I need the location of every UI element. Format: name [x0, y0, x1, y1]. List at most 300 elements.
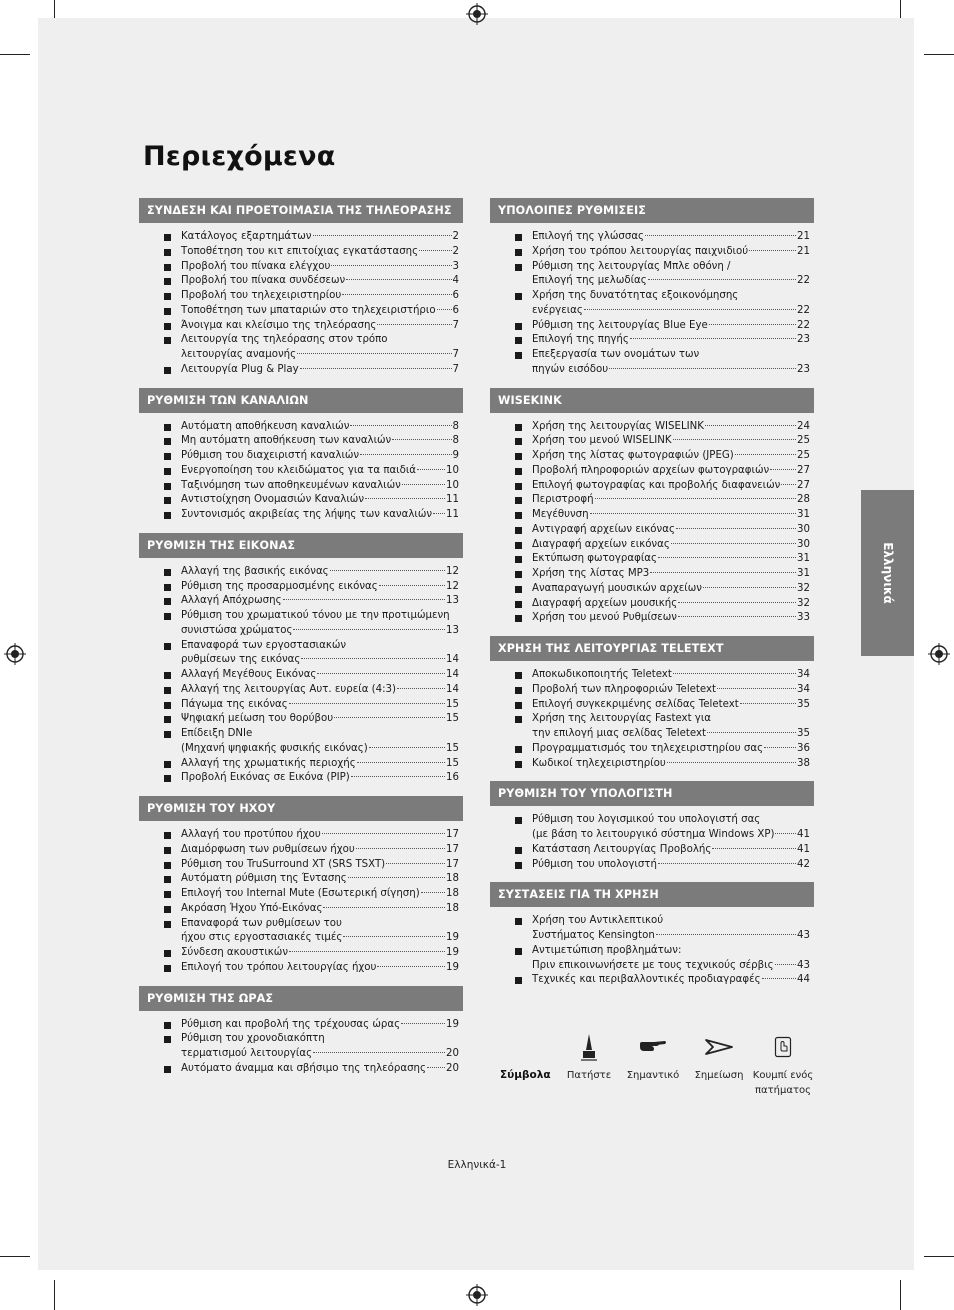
- crop-mark: [924, 1256, 954, 1257]
- dot-leader: [289, 951, 445, 952]
- toc-entry-text: Προβολή Εικόνας σε Εικόνα (PIP): [181, 772, 350, 784]
- toc-entry[interactable]: [139, 961, 463, 976]
- toc-entry-text: Διαγραφή αρχείων μουσικής: [532, 597, 678, 609]
- toc-entry[interactable]: [490, 757, 814, 772]
- dot-leader: [421, 892, 445, 893]
- dot-leader: [369, 747, 445, 748]
- toc-entry-text: ήχου στις εργοστασιακές τιμές: [181, 932, 343, 944]
- bullet-square-icon: [164, 264, 171, 271]
- toc-page-number: 44: [797, 974, 810, 986]
- toc-entry-text: Χρήση της λίστας φωτογραφιών (JPEG): [532, 450, 734, 461]
- dot-leader: [437, 309, 452, 310]
- symbol-one-touch-label-line1: Κουμπί ενός: [752, 1070, 814, 1081]
- bullet-square-icon: [164, 323, 171, 330]
- bullet-square-icon: [515, 977, 522, 984]
- bullet-square-icon: [164, 293, 171, 300]
- toc-entry[interactable]: [490, 289, 814, 319]
- toc-entry[interactable]: [490, 449, 814, 464]
- dot-leader: [357, 762, 445, 763]
- toc-entry[interactable]: [490, 858, 814, 873]
- toc-entry[interactable]: [139, 683, 463, 698]
- dot-leader: [365, 498, 445, 499]
- bullet-square-icon: [164, 584, 171, 591]
- toc-entry[interactable]: [139, 1032, 463, 1062]
- bullet-square-icon: [164, 832, 171, 839]
- toc-entry[interactable]: [490, 567, 814, 582]
- toc-entry[interactable]: [139, 594, 463, 609]
- toc-entry[interactable]: [490, 552, 814, 567]
- dot-leader: [377, 966, 445, 967]
- section-heading: ΡΥΘΜΙΣΗ ΤΩΝ ΚΑΝΑΛΙΩΝ: [139, 388, 463, 413]
- dot-leader: [764, 747, 796, 748]
- toc-entry[interactable]: [139, 464, 463, 479]
- toc-entry[interactable]: [139, 363, 463, 378]
- section-heading: ΡΥΘΜΙΣΗ ΤΟΥ ΥΠΟΛΟΓΙΣΤΗ: [490, 781, 814, 806]
- toc-page-number: 9: [452, 450, 459, 461]
- toc-entry-text: Προβολή του πίνακα συνδέσεων: [181, 275, 346, 287]
- bullet-square-icon: [164, 468, 171, 475]
- dot-leader: [717, 688, 796, 689]
- toc-entry[interactable]: [139, 333, 463, 363]
- toc-entry-text: συνιστώσα χρώματος: [181, 624, 293, 636]
- bullet-square-icon: [515, 542, 522, 549]
- section-items: [139, 413, 463, 533]
- dot-leader: [351, 776, 445, 777]
- toc-entry-text: πηγών εισόδου: [532, 363, 609, 375]
- toc-column-left: [139, 198, 463, 1087]
- toc-entry-text: Αντιστοίχηση Ονομασιών Καναλιών: [181, 494, 365, 506]
- toc-entry[interactable]: [139, 493, 463, 508]
- toc-page-number: 2: [452, 231, 459, 242]
- toc-entry[interactable]: [490, 230, 814, 245]
- bullet-square-icon: [515, 761, 522, 768]
- toc-entry[interactable]: [490, 523, 814, 538]
- toc-page-number: 4: [452, 275, 459, 287]
- symbol-important: [622, 1030, 684, 1100]
- bullet-square-icon: [164, 891, 171, 898]
- bullet-square-icon: [164, 775, 171, 782]
- toc-section: [490, 198, 814, 388]
- one-touch-button-icon: [774, 1036, 792, 1058]
- symbol-important-label: Σημαντικό: [626, 1070, 680, 1081]
- toc-entry-text: Επιλογή του τρόπου λειτουργίας ήχου: [181, 961, 377, 973]
- dot-leader: [678, 602, 796, 603]
- bullet-square-icon: [515, 293, 522, 300]
- toc-entry[interactable]: [139, 1062, 463, 1077]
- toc-entry-text: Επιλογή της πηγής: [532, 334, 629, 346]
- toc-page-number: 31: [797, 509, 810, 520]
- dot-leader: [433, 513, 445, 514]
- toc-entry[interactable]: [139, 434, 463, 449]
- toc-entry[interactable]: [139, 757, 463, 772]
- bullet-square-icon: [515, 249, 522, 256]
- toc-entry[interactable]: [490, 319, 814, 334]
- toc-entry-text: ρυθμίσεων της εικόνας: [181, 654, 301, 666]
- dot-leader: [595, 498, 796, 499]
- toc-entry-text: Μη αυτόματη αποθήκευση των καναλιών: [181, 435, 392, 447]
- bullet-square-icon: [515, 556, 522, 563]
- toc-entry[interactable]: [139, 771, 463, 786]
- toc-entry[interactable]: [139, 260, 463, 275]
- toc-entry[interactable]: [139, 843, 463, 858]
- toc-entry[interactable]: [490, 333, 814, 348]
- toc-entry[interactable]: [139, 508, 463, 523]
- toc-page-number: 28: [797, 494, 810, 506]
- section-items: [490, 413, 814, 637]
- section-items: [139, 558, 463, 796]
- registration-mark-icon: [466, 1284, 488, 1306]
- crop-mark: [924, 54, 954, 55]
- toc-entry[interactable]: [139, 639, 463, 669]
- bullet-square-icon: [164, 598, 171, 605]
- toc-page-number: 8: [452, 435, 459, 447]
- toc-entry[interactable]: [139, 698, 463, 713]
- toc-page-number: 34: [797, 683, 810, 695]
- toc-entry[interactable]: [490, 914, 814, 944]
- toc-entry[interactable]: [490, 742, 814, 757]
- toc-entry-text: Αναπαραγωγή μουσικών αρχείων: [532, 582, 702, 594]
- toc-entry[interactable]: [139, 319, 463, 334]
- toc-entry-text: Αλλαγή Μεγέθους Εικόνας: [181, 669, 317, 680]
- dot-leader: [775, 833, 796, 834]
- toc-entry[interactable]: [139, 872, 463, 887]
- toc-entry[interactable]: [139, 1018, 463, 1033]
- toc-page-number: 12: [446, 580, 459, 592]
- dot-leader: [775, 964, 796, 965]
- toc-page-number: 17: [446, 858, 459, 870]
- toc-entry[interactable]: [490, 348, 814, 378]
- section-heading: WISEKINK: [490, 388, 814, 413]
- bullet-square-icon: [164, 687, 171, 694]
- dot-leader: [609, 368, 796, 369]
- toc-entry[interactable]: [139, 727, 463, 757]
- bullet-square-icon: [515, 497, 522, 504]
- toc-page-number: 30: [797, 538, 810, 550]
- bullet-square-icon: [164, 483, 171, 490]
- toc-page-number: 13: [446, 595, 459, 607]
- toc-entry-text: Τοποθέτηση του κιτ επιτοίχιας εγκατάστασης: [181, 245, 419, 257]
- toc-section: [490, 388, 814, 637]
- toc-page-number: 19: [446, 961, 459, 973]
- toc-page-number: 20: [446, 1048, 459, 1059]
- toc-entry-text: Διαμόρφωση των ρυθμίσεων ήχου: [181, 843, 355, 855]
- bullet-square-icon: [515, 847, 522, 854]
- toc-entry[interactable]: [490, 944, 814, 974]
- dot-leader: [322, 833, 445, 834]
- toc-page-number: 14: [446, 669, 459, 680]
- section-heading: ΧΡΗΣΗ ΤΗΣ ΛΕΙΤΟΥΡΓΙΑΣ TELETEXT: [490, 636, 814, 661]
- toc-entry-text: Ακρόαση Ήχου Υπό-Εικόνας: [181, 902, 323, 914]
- bullet-square-icon: [164, 569, 171, 576]
- language-tab: [861, 490, 914, 656]
- bullet-square-icon: [515, 702, 522, 709]
- toc-entry[interactable]: [490, 813, 814, 843]
- toc-entry-text: Χρήση του Αντικλεπτικού: [532, 915, 664, 927]
- toc-page-number: 30: [797, 523, 810, 535]
- toc-section: [139, 986, 463, 1087]
- dot-leader: [749, 250, 796, 251]
- dot-leader: [419, 250, 451, 251]
- toc-page-number: 6: [452, 290, 459, 301]
- dot-leader: [342, 294, 451, 295]
- toc-page-number: 14: [446, 654, 459, 666]
- section-heading: ΡΥΘΜΙΣΗ ΤΗΣ ΩΡΑΣ: [139, 986, 463, 1011]
- bullet-square-icon: [164, 234, 171, 241]
- toc-page-number: 41: [797, 829, 810, 840]
- toc-entry-text: Μεγέθυνση: [532, 509, 589, 520]
- toc-entry[interactable]: [490, 260, 814, 290]
- bullet-square-icon: [515, 817, 522, 824]
- toc-entry-text: Προβολή πληροφοριών αρχείων φωτογραφιών: [532, 464, 770, 476]
- toc-entry-text: Αντιγραφή αρχείων εικόνας: [532, 523, 675, 535]
- registration-mark-icon: [928, 643, 950, 665]
- toc-column-right: [490, 198, 814, 998]
- toc-page-number: 13: [446, 624, 459, 636]
- bullet-square-icon: [515, 948, 522, 955]
- toc-entry[interactable]: [139, 858, 463, 873]
- bullet-square-icon: [515, 746, 522, 753]
- toc-entry-text: Ενεργοποίηση του κλειδώματος για τα παιδιά: [181, 464, 417, 476]
- toc-entry-text: τερματισμού λειτουργίας: [181, 1048, 313, 1059]
- toc-entry[interactable]: [490, 245, 814, 260]
- toc-entry-text: Ρύθμιση του διαχειριστή καναλιών: [181, 450, 360, 461]
- toc-page-number: 6: [452, 304, 459, 316]
- toc-entry[interactable]: [139, 580, 463, 595]
- toc-entry[interactable]: [139, 668, 463, 683]
- section-items: [139, 223, 463, 388]
- toc-page-number: 32: [797, 582, 810, 594]
- toc-entry-text: Αυτόματη ρύθμιση της Έντασης: [181, 873, 347, 885]
- section-heading: ΣΥΝΔΕΣΗ ΚΑΙ ΠΡΟΕΤΟΙΜΑΣΙΑ ΤΗΣ ΤΗΛΕΟΡΑΣΗΣ: [139, 198, 463, 223]
- toc-entry-text: Ρύθμιση του υπολογιστή: [532, 858, 657, 870]
- toc-entry[interactable]: [139, 917, 463, 947]
- bullet-square-icon: [164, 950, 171, 957]
- toc-section: [139, 796, 463, 986]
- dot-leader: [397, 688, 445, 689]
- toc-page-number: 35: [797, 698, 810, 710]
- symbol-one-touch-label-line2: πατήματος: [755, 1085, 811, 1096]
- toc-entry[interactable]: [490, 508, 814, 523]
- toc-entry-text: Προβολή του πίνακα ελέγχου: [181, 260, 331, 272]
- toc-entry[interactable]: [490, 420, 814, 435]
- toc-entry-text: λειτουργίας αναμονής: [181, 349, 297, 360]
- toc-entry[interactable]: [490, 493, 814, 508]
- bullet-square-icon: [164, 1022, 171, 1029]
- bullet-square-icon: [515, 571, 522, 578]
- toc-entry[interactable]: [139, 274, 463, 289]
- dot-leader: [402, 484, 445, 485]
- dot-leader: [709, 324, 796, 325]
- toc-page-number: 15: [446, 757, 459, 769]
- toc-entry[interactable]: [139, 449, 463, 464]
- toc-entry-text: Ρύθμιση του χρωματικού τόνου με την προτιμώμενη: [181, 610, 450, 621]
- bullet-square-icon: [164, 613, 171, 620]
- section-items: [490, 806, 814, 882]
- toc-entry-text: Ταξινόμηση των αποθηκευμένων καναλιών: [181, 479, 401, 491]
- toc-page-number: 25: [797, 450, 810, 461]
- toc-entry[interactable]: [139, 230, 463, 245]
- toc-entry[interactable]: [139, 946, 463, 961]
- toc-entry-text: Χρήση της δυνατότητας εξοικονόμησης: [532, 290, 739, 301]
- toc-entry[interactable]: [490, 712, 814, 742]
- dot-leader: [673, 439, 796, 440]
- toc-section: [490, 781, 814, 882]
- dot-leader: [293, 629, 445, 630]
- dot-leader: [735, 454, 796, 455]
- toc-entry-text: Σύνδεση ακουστικών: [181, 947, 289, 958]
- toc-page-number: 23: [797, 363, 810, 375]
- dot-leader: [658, 863, 796, 864]
- toc-entry[interactable]: [139, 887, 463, 902]
- bullet-square-icon: [164, 453, 171, 460]
- toc-entry[interactable]: [139, 245, 463, 260]
- toc-page-number: 7: [452, 363, 459, 375]
- toc-entry[interactable]: [490, 683, 814, 698]
- dot-leader: [356, 848, 445, 849]
- toc-entry[interactable]: [139, 902, 463, 917]
- dot-leader: [427, 1067, 445, 1068]
- bullet-square-icon: [164, 731, 171, 738]
- toc-page-number: 8: [452, 420, 459, 432]
- toc-page-number: 7: [452, 349, 459, 360]
- bullet-square-icon: [164, 278, 171, 285]
- toc-page-number: 42: [797, 858, 810, 870]
- toc-entry[interactable]: [139, 565, 463, 580]
- toc-entry-text: Τοποθέτηση των μπαταριών στο τηλεχειριστήριο: [181, 304, 436, 316]
- toc-entry[interactable]: [490, 843, 814, 858]
- toc-page-number: 36: [797, 742, 810, 754]
- bullet-square-icon: [164, 249, 171, 256]
- toc-entry-text: Συντονισμός ακριβείας της λήψης των καναλιών: [181, 509, 433, 520]
- symbols-title: Σύμβολα: [500, 1069, 551, 1081]
- dot-leader: [645, 235, 796, 236]
- toc-entry[interactable]: [490, 698, 814, 713]
- dot-leader: [781, 484, 796, 485]
- toc-entry[interactable]: [139, 828, 463, 843]
- toc-entry-text: Επιλογή φωτογραφίας και προβολής διαφανειών: [532, 479, 781, 491]
- symbol-note: [690, 1030, 748, 1100]
- toc-entry-text: Επαναφορά των ρυθμίσεων του: [181, 917, 342, 929]
- bullet-square-icon: [515, 424, 522, 431]
- bullet-square-icon: [515, 337, 522, 344]
- toc-entry[interactable]: [490, 464, 814, 479]
- bullet-square-icon: [515, 234, 522, 241]
- toc-page-number: 35: [797, 728, 810, 739]
- dot-leader: [348, 877, 445, 878]
- toc-page-number: 17: [446, 843, 459, 855]
- dot-leader: [317, 673, 445, 674]
- section-items: [139, 821, 463, 986]
- toc-entry-text: Επαναφορά των εργοστασιακών: [181, 639, 347, 651]
- toc-entry[interactable]: [139, 289, 463, 304]
- toc-entry[interactable]: [490, 597, 814, 612]
- toc-entry[interactable]: [490, 582, 814, 597]
- toc-section: [139, 533, 463, 796]
- toc-entry-text: Πριν επικοινωνήσετε με τους τεχνικούς σέρβις: [532, 959, 774, 971]
- dot-leader: [673, 673, 796, 674]
- section-heading: ΣΥΣΤΑΣΕΙΣ ΓΙΑ ΤΗ ΧΡΗΣΗ: [490, 882, 814, 907]
- toc-page-number: 38: [797, 757, 810, 769]
- toc-entry-text: Χρήση του μενού Ρυθμίσεων: [532, 612, 677, 624]
- toc-entry-text: Ρύθμιση της προσαρμοσμένης εικόνας: [181, 580, 378, 592]
- toc-page-number: 27: [797, 464, 810, 476]
- note-arrow-icon: [704, 1038, 734, 1056]
- dot-leader: [671, 543, 796, 544]
- bullet-square-icon: [164, 716, 171, 723]
- toc-page-number: 43: [797, 959, 810, 971]
- toc-page-number: 19: [446, 1018, 459, 1030]
- dot-leader: [289, 703, 445, 704]
- dot-leader: [334, 717, 445, 718]
- toc-entry-text: Ρύθμιση του λογισμικού του υπολογιστή σας: [532, 814, 761, 826]
- bullet-square-icon: [515, 438, 522, 445]
- toc-page-number: 31: [797, 568, 810, 579]
- dot-leader: [300, 368, 452, 369]
- symbol-press: [560, 1030, 618, 1100]
- bullet-square-icon: [164, 702, 171, 709]
- toc-entry[interactable]: [139, 479, 463, 494]
- page-title: Περιεχόμενα: [143, 141, 336, 172]
- section-heading: ΥΠΟΛΟΙΠΕΣ ΡΥΘΜΙΣΕΙΣ: [490, 198, 814, 223]
- toc-page-number: 19: [446, 932, 459, 944]
- toc-entry[interactable]: [490, 973, 814, 988]
- toc-entry-text: Αλλαγή Απόχρωσης: [181, 595, 282, 607]
- symbol-press-label: Πατήστε: [566, 1070, 612, 1081]
- toc-page-number: 2: [452, 245, 459, 257]
- toc-entry-text: Προβολή του τηλεχειριστηρίου: [181, 290, 342, 301]
- toc-entry[interactable]: [139, 609, 463, 639]
- dot-leader: [346, 279, 451, 280]
- toc-entry[interactable]: [490, 611, 814, 626]
- toc-entry[interactable]: [490, 434, 814, 449]
- bullet-square-icon: [164, 512, 171, 519]
- toc-entry-text: Ρύθμιση του TruSurround XT (SRS TSXT): [181, 858, 386, 870]
- toc-entry[interactable]: [490, 538, 814, 553]
- toc-entry[interactable]: [139, 304, 463, 319]
- bullet-square-icon: [515, 672, 522, 679]
- toc-page-number: 18: [446, 902, 459, 914]
- toc-entry[interactable]: [490, 668, 814, 683]
- toc-entry-text: Πάγωμα της εικόνας: [181, 698, 288, 710]
- toc-entry-text: Αλλαγή του προτύπου ήχου: [181, 829, 321, 840]
- toc-page-number: 12: [446, 565, 459, 577]
- section-heading: ΡΥΘΜΙΣΗ ΤΟΥ ΗΧΟΥ: [139, 796, 463, 821]
- toc-page-number: 11: [446, 494, 459, 506]
- toc-entry-text: Χρήση της λειτουργίας WISELINK: [532, 420, 704, 432]
- toc-entry-text: Επίδειξη DNIe: [181, 728, 253, 739]
- toc-entry[interactable]: [490, 479, 814, 494]
- bullet-square-icon: [515, 586, 522, 593]
- bullet-square-icon: [515, 918, 522, 925]
- toc-page-number: 23: [797, 334, 810, 346]
- bullet-square-icon: [515, 512, 522, 519]
- toc-entry-text: Αλλαγή της χρωματικής περιοχής: [181, 757, 356, 769]
- toc-entry-text: Άνοιγμα και κλείσιμο της τηλεόρασης: [181, 319, 377, 331]
- toc-entry-text: Ρύθμιση του χρονοδιακόπτη: [181, 1033, 325, 1045]
- toc-entry[interactable]: [139, 420, 463, 435]
- symbol-note-label: Σημείωση: [694, 1070, 744, 1081]
- press-icon: [580, 1032, 598, 1062]
- toc-page-number: 14: [446, 683, 459, 695]
- pointing-hand-icon: [638, 1037, 668, 1057]
- bullet-square-icon: [515, 323, 522, 330]
- section-heading: ΡΥΘΜΙΣΗ ΤΗΣ ΕΙΚΟΝΑΣ: [139, 533, 463, 558]
- dot-leader: [770, 469, 796, 470]
- toc-entry-text: Λειτουργία Plug & Play: [181, 363, 299, 375]
- toc-entry-text: Επιλογή της γλώσσας: [532, 231, 645, 242]
- toc-entry[interactable]: [139, 712, 463, 727]
- toc-entry-text: Χρήση του τρόπου λειτουργίας παιχνιδιού: [532, 245, 749, 257]
